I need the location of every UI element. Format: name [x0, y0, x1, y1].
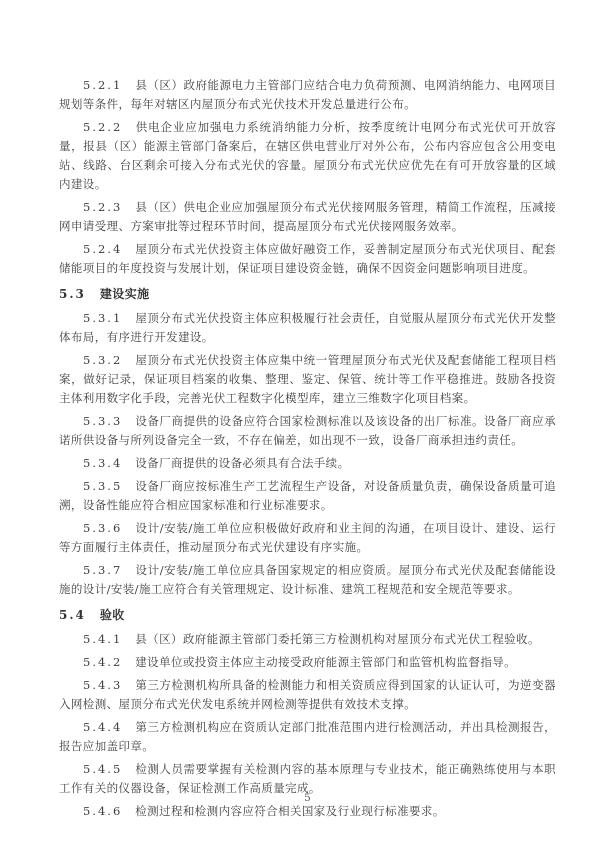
clause-5-4-1	[59, 630, 556, 649]
clause-text: 屋顶分布式光伏投资主体应集中统一管理屋顶分布式光伏及配套储能工程项目档案，做好记录，保证项目档案的收集、整理、鉴定、保管、统计等工作平稳推进。鼓励各投资主体利用数字化手段，完善光伏工程数字化模型库，建立三维数字化项目档案。	[59, 353, 556, 405]
clause-number: 5.4.5	[83, 762, 123, 776]
section-title: 验收	[99, 608, 125, 622]
clause-5-2-2	[59, 118, 556, 194]
clause-text: 检测过程和检测内容应符合相关国家及行业现行标准要求。	[135, 804, 445, 818]
clause-5-4-6	[59, 802, 556, 821]
clause-5-2-3	[59, 198, 556, 236]
clause-text: 县（区）供电企业应加强屋顶分布式光伏接网服务管理，精简工作流程，压减接网申请受理、方案审批等过程环节时间，提高屋顶分布式光伏接网服务效率。	[59, 200, 556, 233]
clause-text: 县（区）政府能源主管部门委托第三方检测机构对屋顶分布式光伏工程验收。	[135, 632, 540, 646]
clause-text: 设计/安装/施工单位应具备国家规定的相应资质。屋顶分布式光伏及配套储能设施的设计/安装/施工应符合有关管理规定、设计标准、建筑工程规范和安全规范等要求。	[59, 563, 556, 596]
clause-text: 检测人员需要掌握有关检测内容的基本原理与专业技术，能正确熟练使用与本职工作有关的仪器设备，保证检测工作高质量完成。	[59, 762, 556, 795]
section-heading-5-4	[59, 606, 556, 625]
clause-number: 5.2.4	[83, 242, 123, 256]
clause-text: 供电企业应加强电力系统消纳能力分析，按季度统计电网分布式光伏可开放容量，报县（区）能源主管部门备案后，在辖区供电营业厅对外公布，公布内容应包含公用变电站、线路、台区剩余可接入分布式光伏的容量。屋顶分布式光伏应优先在有可开放容量的区域内建设。	[59, 120, 556, 191]
clause-5-3-3	[59, 412, 556, 450]
clause-text: 屋顶分布式光伏投资主体应积极履行社会责任，自觉服从屋顶分布式光伏开发整体布局，有序进行开发建设。	[59, 311, 556, 344]
clause-5-3-5	[59, 477, 556, 515]
clause-5-4-3	[59, 676, 556, 714]
clause-text: 建设单位或投资主体应主动接受政府能源主管部门和监管机构监督指导。	[135, 655, 517, 669]
clause-number: 5.3.6	[83, 521, 123, 535]
clause-5-4-4	[59, 718, 556, 756]
clause-number: 5.4.1	[83, 632, 123, 646]
clause-text: 屋顶分布式光伏投资主体应做好融资工作，妥善制定屋顶分布式光伏项目、配套储能项目的年度投资与发展计划，保证项目建设资金链，确保不因资金问题影响项目进度。	[59, 242, 556, 275]
clause-text: 县（区）政府能源电力主管部门应结合电力负荷预测、电网消纳能力、电网项目规划等条件，每年对辖区内屋顶分布式光伏技术开发总量进行公布。	[59, 78, 556, 111]
clause-number: 5.3.4	[83, 456, 123, 470]
clause-text: 第三方检测机构所具备的检测能力和相关资质应得到国家的认证认可，为逆变器入网检测、屋顶分布式光伏发电系统并网检测等提供有效技术支撑。	[59, 678, 556, 711]
clause-5-3-2	[59, 351, 556, 408]
clause-text: 设备厂商提供的设备应符合国家检测标准以及该设备的出厂标准。设备厂商应承诺所供设备与所列设备完全一致，不存在偏差，如出现不一致，设备厂商承担违约责任。	[59, 414, 556, 447]
clause-number: 5.2.1	[83, 78, 123, 92]
section-number: 5.4	[59, 608, 86, 622]
clause-5-3-7	[59, 561, 556, 599]
clause-5-2-1	[59, 76, 556, 114]
section-number: 5.3	[59, 287, 86, 301]
clause-number: 5.4.4	[83, 720, 123, 734]
clause-5-3-6	[59, 519, 556, 557]
clause-5-4-2	[59, 653, 556, 672]
section-heading-5-3	[59, 285, 556, 304]
clause-number: 5.4.3	[83, 678, 123, 692]
clause-number: 5.3.1	[83, 311, 123, 325]
clause-text: 设计/安装/施工单位应积极做好政府和业主间的沟通，在项目设计、建设、运行等方面履行主体责任，推动屋顶分布式光伏建设有序实施。	[59, 521, 556, 554]
page-number: 5	[304, 792, 311, 804]
clause-number: 5.4.6	[83, 804, 123, 818]
section-title: 建设实施	[99, 287, 150, 301]
clause-text: 第三方检测机构应在资质认定部门批准范围内进行检测活动，并出具检测报告，报告应加盖印章。	[59, 720, 556, 753]
clause-number: 5.3.5	[83, 479, 123, 493]
clause-number: 5.3.2	[83, 353, 123, 367]
clause-5-3-1	[59, 309, 556, 347]
clause-text: 设备厂商提供的设备必须具有合法手续。	[135, 456, 350, 470]
clause-number: 5.2.2	[83, 120, 123, 134]
clause-5-3-4	[59, 454, 556, 473]
clause-number: 5.3.3	[83, 414, 123, 428]
clause-number: 5.3.7	[83, 563, 123, 577]
clause-text: 设备厂商应按标准生产工艺流程生产设备，对设备质量负责，确保设备质量可追溯，设备性能应符合相应国家标准和行业标准要求。	[59, 479, 556, 512]
clause-5-2-4	[59, 240, 556, 278]
clause-number: 5.4.2	[83, 655, 123, 669]
document-content	[59, 76, 556, 825]
clause-number: 5.2.3	[83, 200, 123, 214]
